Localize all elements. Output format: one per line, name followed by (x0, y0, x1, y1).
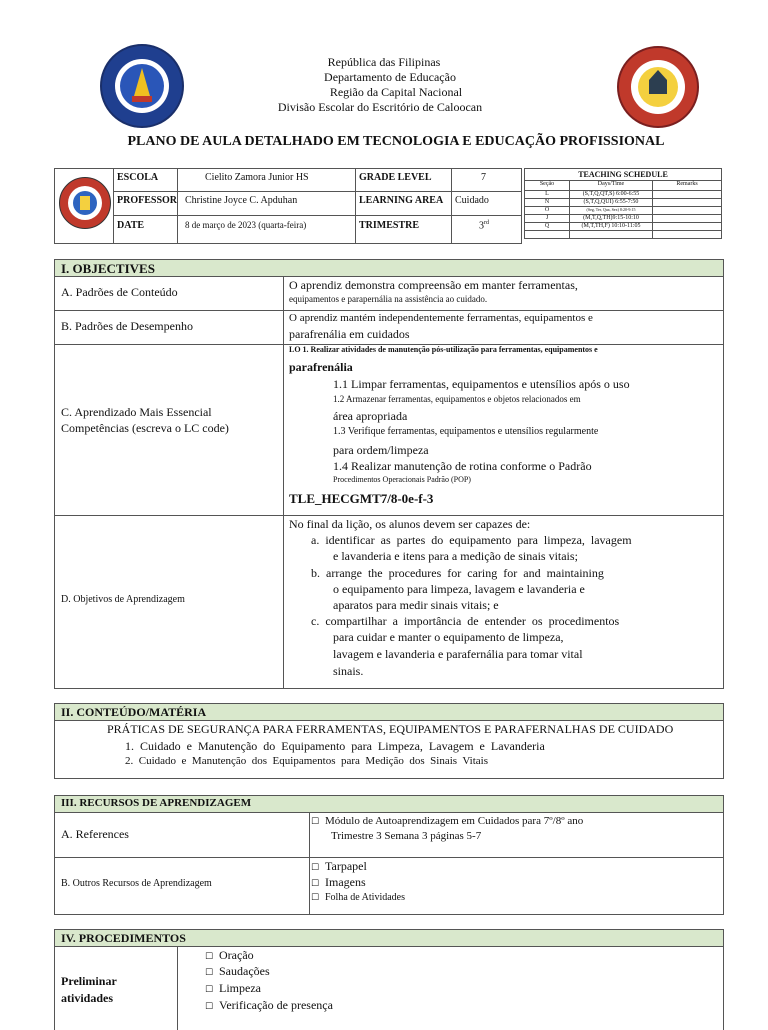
objectives-intro: No final da lição, os alunos devem ser capazes de: (289, 517, 531, 531)
checkbox-icon: ☐ (205, 985, 214, 995)
procedure-item: ☐ Limpeza (205, 981, 261, 995)
schedule-row: L (S,T,Q,QT,S) 6:00-6:55 (525, 191, 722, 199)
checkbox-icon: ☐ (311, 817, 320, 827)
content-standards-text-2: equipamentos e parapernália na assistência ao cuidado. (289, 294, 488, 304)
content-standards-label: A. Padrões de Conteúdo (61, 285, 178, 299)
performance-standards-label: B. Padrões de Desempenho (61, 319, 193, 333)
teaching-schedule-table (524, 168, 722, 239)
procedure-item: ☐ Oração (205, 948, 254, 962)
objective-c: c. compartilhar a importância de entender os procedimentos (311, 614, 620, 628)
other-resources-label: B. Outros Recursos de Aprendizagem (61, 878, 212, 889)
procedure-item: ☐ Verificação de presença (205, 998, 333, 1012)
melc-label: C. Aprendizado Mais Essencial Competências (escreva o LC code) (61, 405, 229, 435)
teaching-schedule (524, 168, 722, 239)
header-department: Departamento de Educação (324, 70, 456, 84)
melc-item-1-3b: para ordem/limpeza (333, 443, 429, 457)
school-info-table (54, 168, 522, 244)
schedule-header: Days/Time (570, 181, 653, 191)
procedure-item: ☐ Saudações (205, 964, 270, 978)
objective-a-cont: e lavanderia e itens para a medição de sinais vitais; (333, 549, 578, 563)
checkbox-icon: ☐ (311, 863, 320, 873)
resources-section (54, 795, 724, 915)
performance-standards-text-2: parafrenália em cuidados (289, 327, 410, 341)
content-heading: II. CONTEÚDO/MATÉRIA (55, 704, 723, 720)
preliminary-activities-label: Preliminar atividades (61, 974, 117, 1005)
content-topic: PRÁTICAS DE SEGURANÇA PARA FERRAMENTAS, EQUIPAMENTOS E PARAFERNALHAS DE CUIDADO (107, 722, 674, 736)
schedule-row: N (S,T,Q,QUI) 6:55-7:50 (525, 199, 722, 207)
resource-item: ☐ Folha de Atividades (311, 892, 405, 903)
schedule-title: TEACHING SCHEDULE (525, 169, 722, 181)
grade-level-label: GRADE LEVEL (359, 172, 432, 183)
content-item-1: 1. Cuidado e Manutenção do Equipamento para Limpeza, Lavagem e Lavanderia (125, 739, 545, 753)
objective-b-cont: o equipamento para limpeza, lavagem e lavanderia e (333, 582, 585, 596)
procedures-section (54, 929, 724, 1030)
content-section (54, 703, 724, 779)
schedule-header: Seção (525, 181, 570, 191)
header-region: Região da Capital Nacional (329, 85, 463, 99)
melc-item-1-1: 1.1 Limpar ferramentas, equipamentos e utensílios após o uso (333, 377, 630, 391)
schedule-row (525, 231, 722, 239)
procedures-heading: IV. PROCEDIMENTOS (55, 930, 723, 946)
schedule-row: J (M,T,Q,TH)9:15-10:10 (525, 215, 722, 223)
grade-level-value: 7 (481, 172, 486, 183)
checkbox-icon: ☐ (205, 952, 214, 962)
references-text-2: Trimestre 3 Semana 3 páginas 5-7 (331, 830, 482, 842)
page-title: PLANO DE AULA DETALHADO EM TECNOLOGIA E EDUCAÇÃO PROFISSIONAL (127, 134, 665, 149)
checkbox-icon: ☐ (311, 879, 320, 889)
melc-parafrenalia: parafrenália (289, 360, 353, 374)
references-label: A. References (61, 827, 129, 841)
trimestre-value: 3rd (479, 220, 489, 232)
schedule-row: Q (M,T,TH,F) 10:10-11:05 (525, 223, 722, 231)
header-republic: República das Filipinas (327, 55, 441, 69)
objective-b: b. arrange the procedures for caring for and maintaining (311, 566, 604, 580)
date-label: DATE (117, 220, 145, 231)
content-item-2: 2. Cuidado e Manutenção dos Equipamentos para Medição dos Sinais Vitais (125, 755, 488, 767)
checkbox-icon: ☐ (311, 893, 320, 903)
melc-item-1-4: 1.4 Realizar manutenção de rotina conforme o Padrão (333, 459, 592, 473)
learning-objectives-label: D. Objetivos de Aprendizagem (61, 594, 185, 605)
professor-label: PROFESSOR (117, 195, 178, 206)
references-text: ☐ Módulo de Autoaprendizagem em Cuidados para 7º/8º ano (311, 815, 584, 827)
escola-value: Cielito Zamora Junior HS (205, 172, 309, 183)
melc-item-1-2: 1.2 Armazenar ferramentas, equipamentos e objetos relacionados em (333, 394, 581, 404)
checkbox-icon: ☐ (205, 968, 214, 978)
schedule-header: Remarks (653, 181, 722, 191)
objective-c-cont-2: lavagem e lavanderia e parafernália para tomar vital (333, 647, 583, 661)
objective-c-cont-3: sinais. (333, 664, 364, 678)
lc-code: TLE_HECGMT7/8-0e-f-3 (289, 491, 434, 506)
melc-item-1-4b: Procedimentos Operacionais Padrão (POP) (333, 475, 471, 484)
professor-value: Christine Joyce C. Apduhan (185, 195, 298, 206)
learning-area-label: LEARNING AREA (359, 195, 444, 206)
objectives-heading: I. OBJECTIVES (55, 260, 723, 276)
trimestre-label: TRIMESTRE (359, 220, 420, 231)
melc-lo: LO 1. Realizar atividades de manutenção pós-utilização para ferramentas, equipamentos e (289, 345, 598, 354)
escola-label: ESCOLA (117, 172, 159, 183)
resources-heading: III. RECURSOS DE APRENDIZAGEM (55, 796, 723, 812)
checkbox-icon: ☐ (205, 1002, 214, 1012)
learning-area-value: Cuidado (455, 195, 489, 206)
header-division: Divisão Escolar do Escritório de Caloocan (277, 100, 483, 114)
performance-standards-text: O aprendiz mantém independentemente ferramentas, equipamentos e (289, 312, 593, 324)
school-logo-icon (60, 178, 110, 228)
objective-b-cont-2: aparatos para medir sinais vitais; e (333, 598, 499, 612)
schedule-row: O (Seg, Ter, Qua, Sex) 8:20-9:15 (525, 207, 722, 215)
objective-a: a. identificar as partes do equipamento para limpeza, lavagem (311, 533, 632, 547)
date-value: 8 de março de 2023 (quarta-feira) (185, 220, 307, 230)
resource-item: ☐ Imagens (311, 875, 366, 889)
resource-item: ☐ Tarpapel (311, 859, 367, 873)
melc-item-1-3: 1.3 Verifique ferramentas, equipamentos e utensílios regularmente (333, 426, 599, 437)
melc-item-1-2b: área apropriada (333, 409, 408, 423)
school-logo (59, 177, 111, 229)
content-standards-text: O aprendiz demonstra compreensão em manter ferramentas, (289, 278, 578, 292)
objectives-section (54, 259, 724, 689)
objective-c-cont: para cuidar e manter o equipamento de limpeza, (333, 630, 564, 644)
